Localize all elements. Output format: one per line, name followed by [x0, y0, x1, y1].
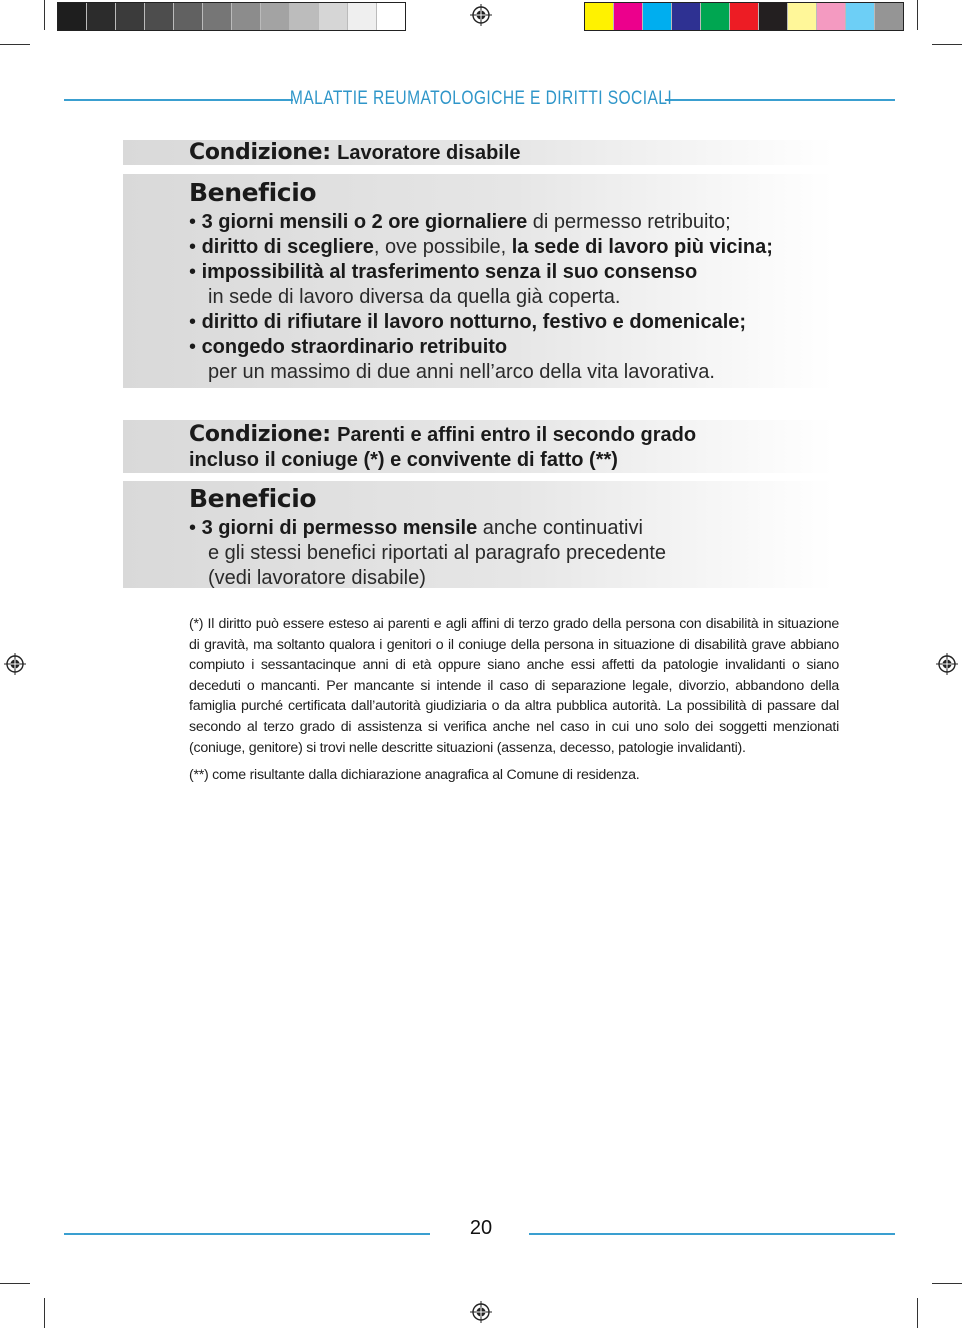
color-swatch — [846, 3, 875, 30]
benefit-title: Beneficio — [189, 484, 317, 513]
benefit-band — [123, 174, 833, 388]
crop-mark — [44, 1298, 45, 1328]
crop-mark — [44, 0, 45, 30]
crop-mark — [932, 44, 962, 45]
benefit-item-continuation: (vedi lavoratore disabile) — [208, 567, 426, 589]
color-swatch — [643, 3, 672, 30]
color-swatch — [290, 3, 319, 30]
benefit-item: • congedo straordinario retribuito — [189, 336, 508, 358]
benefit-item-continuation: in sede di lavoro diversa da quella già coperta. — [208, 286, 621, 308]
crop-mark — [0, 1283, 30, 1284]
footnote-spouse: (*) Il diritto può essere esteso ai parenti e agli affini di terzo grado della persona con disabilità in situazione di gravità, ma soltanto qualora i genitori o il coniuge della persona in situazione di disabilità grave abbiano compiuto i sessantacinque anni di età oppure siano anche essi affetti da patologie invalidanti o siano deceduti o mancanti. Per mancante si intende il caso di separazione legale, divorzio, abbandono della famiglia purché certificata dall’autorità giudiziaria o da altra pubblica autorità. La possibilità di passare dal secondo al terzo grado di assistenza si verifica anche nel caso in cui uno solo dei soggetti menzionati (coniuge, genitore) si trovi nelle descritte situazioni (assenza, decesso, patologie invalidanti). — [189, 616, 839, 756]
color-swatch — [377, 3, 405, 30]
benefit-title: Beneficio — [189, 178, 317, 207]
color-swatch — [585, 3, 614, 30]
benefit-item-continuation: e gli stessi benefici riportati al paragrafo precedente — [208, 542, 667, 564]
color-swatch — [319, 3, 348, 30]
crop-mark — [917, 0, 918, 30]
color-swatch — [788, 3, 817, 30]
condition-line — [189, 140, 833, 166]
condition-value: Lavoratore disabile — [337, 142, 521, 164]
color-swatch — [759, 3, 788, 30]
benefit-band — [123, 481, 833, 588]
registration-mark-icon — [936, 653, 958, 675]
color-swatch — [614, 3, 643, 30]
benefit-item-continuation: per un massimo di due anni nell’arco della vita lavorativa. — [208, 361, 715, 383]
color-swatch — [58, 3, 87, 30]
footnote-cohabitant: (**) come risultante dalla dichiarazione anagrafica al Comune di residenza. — [189, 767, 640, 783]
condition-label: Condizione: — [189, 422, 331, 447]
color-swatch — [174, 3, 203, 30]
registration-mark-icon — [470, 4, 492, 26]
registration-mark-icon — [470, 1301, 492, 1323]
benefit-item: • impossibilità al trasferimento senza il suo consenso — [189, 261, 698, 283]
benefit-item: • 3 giorni di permesso mensile anche continuativi — [189, 517, 643, 539]
condition-band — [123, 140, 833, 165]
color-swatch — [145, 3, 174, 30]
color-swatch — [87, 3, 116, 30]
color-swatch — [261, 3, 290, 30]
benefit-item: • diritto di scegliere, ove possibile, la sede di lavoro più vicina; — [189, 236, 773, 258]
color-swatch — [817, 3, 846, 30]
color-swatch — [203, 3, 232, 30]
benefit-item: • diritto di rifiutare il lavoro notturno, festivo e domenicale; — [189, 311, 747, 333]
color-swatch — [672, 3, 701, 30]
crop-mark — [0, 44, 30, 45]
condition-value-line2: incluso il coniuge (*) e convivente di fatto (**) — [189, 449, 618, 471]
color-swatch — [116, 3, 145, 30]
color-swatch — [701, 3, 730, 30]
running-header-title: MALATTIE REUMATOLOGICHE E DIRITTI SOCIALI — [289, 88, 673, 109]
color-swatch — [730, 3, 759, 30]
registration-mark-icon — [4, 653, 26, 675]
condition-label: Condizione: — [189, 140, 331, 165]
condition-value: Parenti e affini entro il secondo grado — [337, 424, 697, 446]
color-swatch — [875, 3, 903, 30]
page-number: 20 — [469, 1217, 493, 1239]
grayscale-color-bar — [57, 2, 406, 31]
crop-mark — [932, 1283, 962, 1284]
crop-mark — [917, 1298, 918, 1328]
condition-band — [123, 420, 833, 473]
condition-line — [189, 422, 833, 448]
color-swatch — [348, 3, 377, 30]
color-swatch — [232, 3, 261, 30]
benefit-item: • 3 giorni mensili o 2 ore giornaliere di permesso retribuito; — [189, 211, 731, 233]
process-color-bar — [584, 2, 904, 31]
